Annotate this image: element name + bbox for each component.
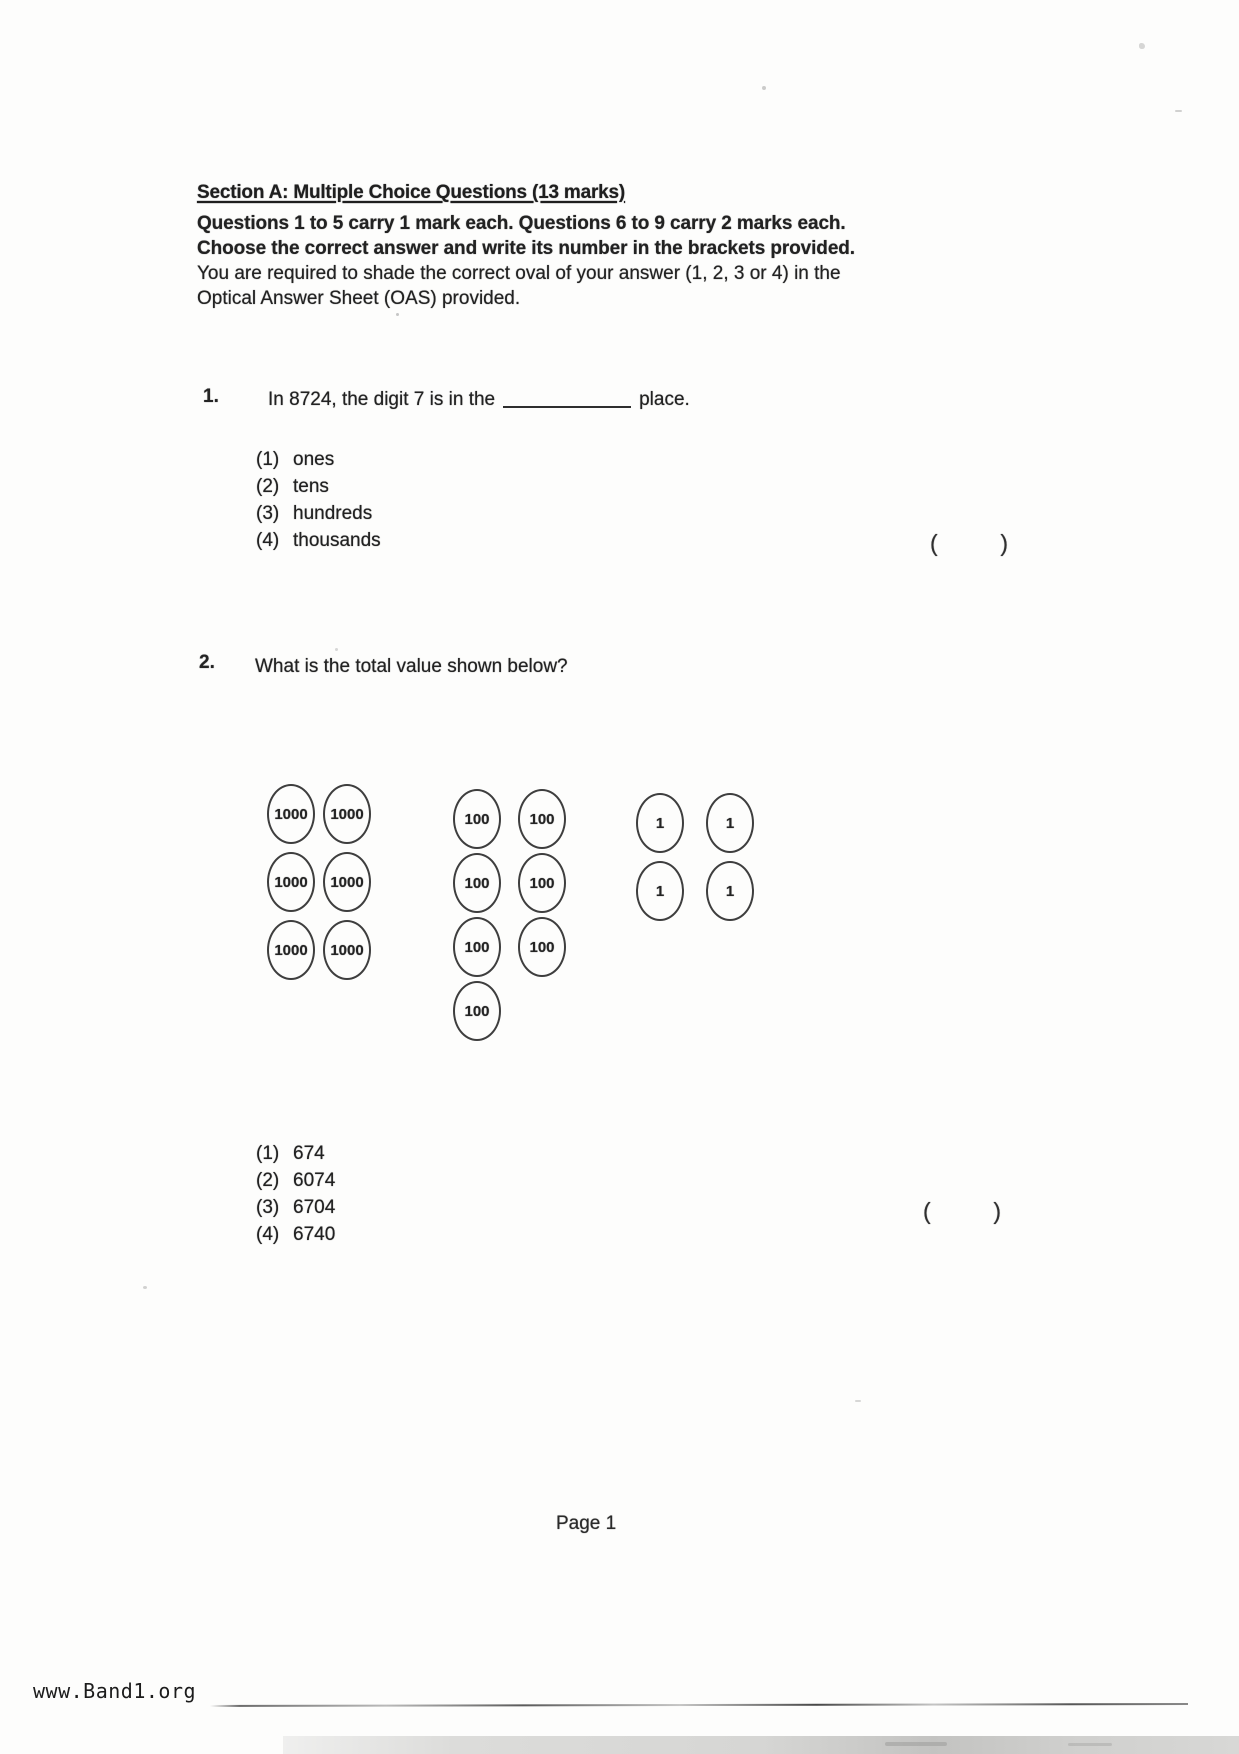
question-1-stem (268, 386, 690, 411)
place-value-disc-hundreds: 100 (518, 789, 566, 849)
option-label: (4) (256, 530, 280, 551)
bracket-open: ( (930, 530, 938, 556)
question-2-number: 2. (199, 652, 215, 673)
option-row (256, 1194, 335, 1221)
option-label: (2) (256, 1170, 280, 1191)
place-value-disc-thousands: 1000 (323, 920, 371, 980)
place-value-disc-hundreds: 100 (518, 917, 566, 977)
disc-group-hundreds (453, 789, 566, 1041)
place-value-disc-ones: 1 (706, 861, 754, 921)
scan-smudge (885, 1742, 947, 1746)
place-value-disc-thousands: 1000 (323, 852, 371, 912)
question-2-stem: What is the total value shown below? (255, 656, 568, 677)
disc-row (453, 917, 566, 977)
option-row (256, 1167, 335, 1194)
footer-scan-line (210, 1703, 1188, 1707)
option-text: tens (293, 476, 329, 497)
bracket-close: ) (1000, 530, 1008, 556)
scan-speckle (1139, 43, 1145, 49)
scan-speckle (762, 86, 766, 90)
place-value-disc-ones: 1 (636, 861, 684, 921)
section-title: Section A: Multiple Choice Questions (13 marks) (197, 182, 626, 203)
question-1-stem-after: place. (639, 389, 690, 411)
option-label: (4) (256, 1224, 280, 1245)
option-row (256, 500, 381, 527)
place-value-disc-ones: 1 (636, 793, 684, 853)
option-label: (3) (256, 1197, 280, 1218)
instruction-line: Choose the correct answer and write its number in the brackets provided. (197, 238, 855, 259)
question-2-answer-brackets (923, 1198, 1001, 1225)
place-value-disc-hundreds: 100 (453, 853, 501, 913)
disc-row (267, 784, 371, 844)
section-header (197, 182, 937, 311)
instruction-line: Optical Answer Sheet (OAS) provided. (197, 288, 521, 309)
option-text: 6074 (293, 1170, 336, 1191)
place-value-disc-hundreds: 100 (453, 917, 501, 977)
option-row (256, 1221, 335, 1248)
disc-group-ones (636, 793, 754, 921)
place-value-disc-ones: 1 (706, 793, 754, 853)
bracket-open: ( (923, 1198, 931, 1224)
instruction-line: Questions 1 to 5 carry 1 mark each. Questions 6 to 9 carry 2 marks each. (197, 213, 846, 234)
disc-row (636, 793, 754, 853)
option-text: 6704 (293, 1197, 336, 1218)
option-text: 674 (293, 1143, 325, 1164)
question-1-options (256, 446, 381, 554)
option-row (256, 527, 381, 554)
instruction-line: You are required to shade the correct oval of your answer (1, 2, 3 or 4) in the (197, 263, 841, 284)
scan-speckle (855, 1400, 861, 1402)
question-1-answer-brackets (930, 530, 1008, 557)
option-label: (1) (256, 1143, 280, 1164)
disc-group-thousands (267, 784, 371, 980)
place-value-disc-hundreds: 100 (453, 981, 501, 1041)
disc-row (453, 789, 566, 849)
option-text: ones (293, 449, 335, 470)
bracket-close: ) (993, 1198, 1001, 1224)
option-text: 6740 (293, 1224, 336, 1245)
place-value-disc-hundreds: 100 (518, 853, 566, 913)
place-value-disc-thousands: 1000 (323, 784, 371, 844)
disc-row (453, 981, 566, 1041)
place-value-disc-thousands: 1000 (267, 784, 315, 844)
footer-site-url: www.Band1.org (33, 1679, 197, 1703)
disc-row (267, 920, 371, 980)
option-row (256, 446, 381, 473)
option-row (256, 1140, 335, 1167)
disc-row (636, 861, 754, 921)
answer-blank (503, 389, 631, 408)
page-number: Page 1 (556, 1513, 617, 1534)
scan-speckle (1175, 110, 1182, 112)
option-row (256, 473, 381, 500)
option-text: thousands (293, 530, 381, 551)
scan-speckle (396, 313, 399, 316)
option-text: hundreds (293, 503, 373, 524)
option-label: (2) (256, 476, 280, 497)
place-value-disc-hundreds: 100 (453, 789, 501, 849)
place-value-disc-thousands: 1000 (267, 852, 315, 912)
question-2-options (256, 1140, 335, 1248)
disc-row (267, 852, 371, 912)
scan-smudge (1068, 1743, 1112, 1746)
question-1-number: 1. (203, 386, 219, 407)
disc-row (453, 853, 566, 913)
option-label: (1) (256, 449, 280, 470)
place-value-disc-thousands: 1000 (267, 920, 315, 980)
scan-speckle (143, 1286, 147, 1289)
question-1-stem-before: In 8724, the digit 7 is in the (268, 389, 496, 411)
scan-speckle (335, 648, 338, 651)
option-label: (3) (256, 503, 280, 524)
